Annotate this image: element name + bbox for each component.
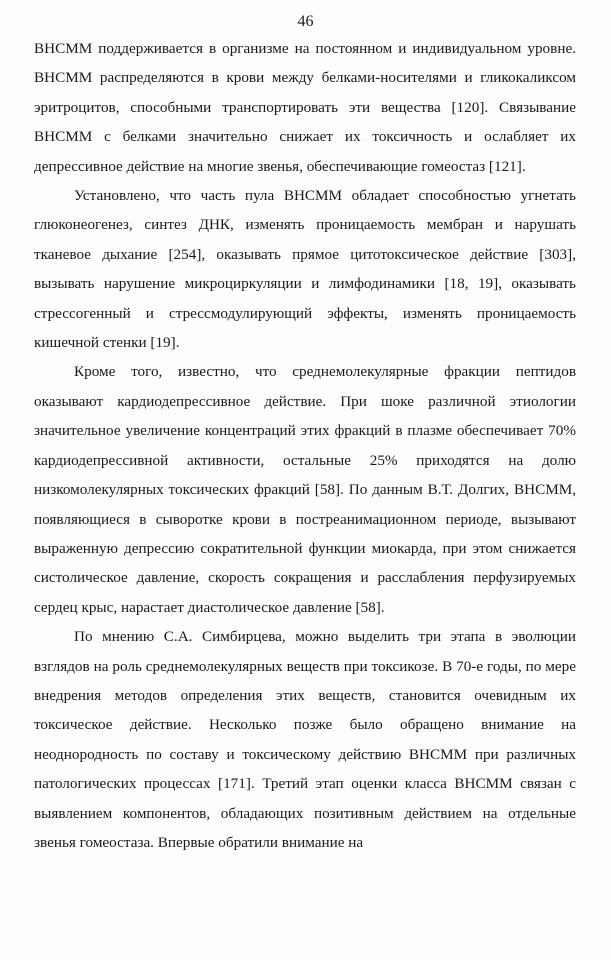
- paragraph-2: Установлено, что часть пула ВНСММ обладает способностью угнетать глюконеогенез, синтез ДНК, изменять проницаемость мембран и нарушать тканевое дыхание [254], оказывать прямое цитотоксическое действие [303], вызывать нарушение микроциркуляции и лимфодинамики [18, 19], оказывать стрессогенный и стрессмодулирующий эффекты, изменять проницаемость кишечной стенки [19].: [34, 187, 576, 352]
- paragraph-1: ВНСММ поддерживается в организме на постоянном и индивидуальном уровне. ВНСММ распределяются в крови между белками-носителями и гликокаликсом эритроцитов, способными транспортировать эти вещества [120]. Связывание ВНСММ с белками значительно снижает их токсичность и ослабляет их депрессивное действие на многие звенья, обеспечивающие гомеостаз [121].: [34, 40, 576, 175]
- paragraph-4: По мнению С.А. Симбирцева, можно выделить три этапа в эволюции взглядов на роль среднемолекулярных веществ при токсикозе. В 70-е годы, по мере внедрения методов определения этих веществ, становится очевидным их токсическое действие. Несколько позже было обращено внимание на неоднородность по составу и токсическому действию ВНСММ при различных патологических процессах [171]. Третий этап оценки класса ВНСММ связан с выявлением компонентов, обладающих позитивным действием на отдельные звенья гомеостаза. Впервые обратили внимание на: [34, 628, 576, 851]
- paragraph-3: Кроме того, известно, что среднемолекулярные фракции пептидов оказывают кардиодепрессивное действие. При шоке различной этиологии значительное увеличение концентраций этих фракций в плазме обеспечивает 70% кардиодепрессивной активности, остальные 25% приходятся на долю низкомолекулярных токсических фракций [58]. По данным В.Т. Долгих, ВНСММ, появляющиеся в сыворотке крови в постреанимационном периоде, вызывают выраженную депрессию сократительной функции миокарда, при этом снижается систолическое давление, скорость сокращения и расслабления перфузируемых сердец крыс, нарастает диастолическое давление [58].: [34, 363, 576, 616]
- document-body: [34, 34, 576, 857]
- page-number: 46: [297, 13, 314, 30]
